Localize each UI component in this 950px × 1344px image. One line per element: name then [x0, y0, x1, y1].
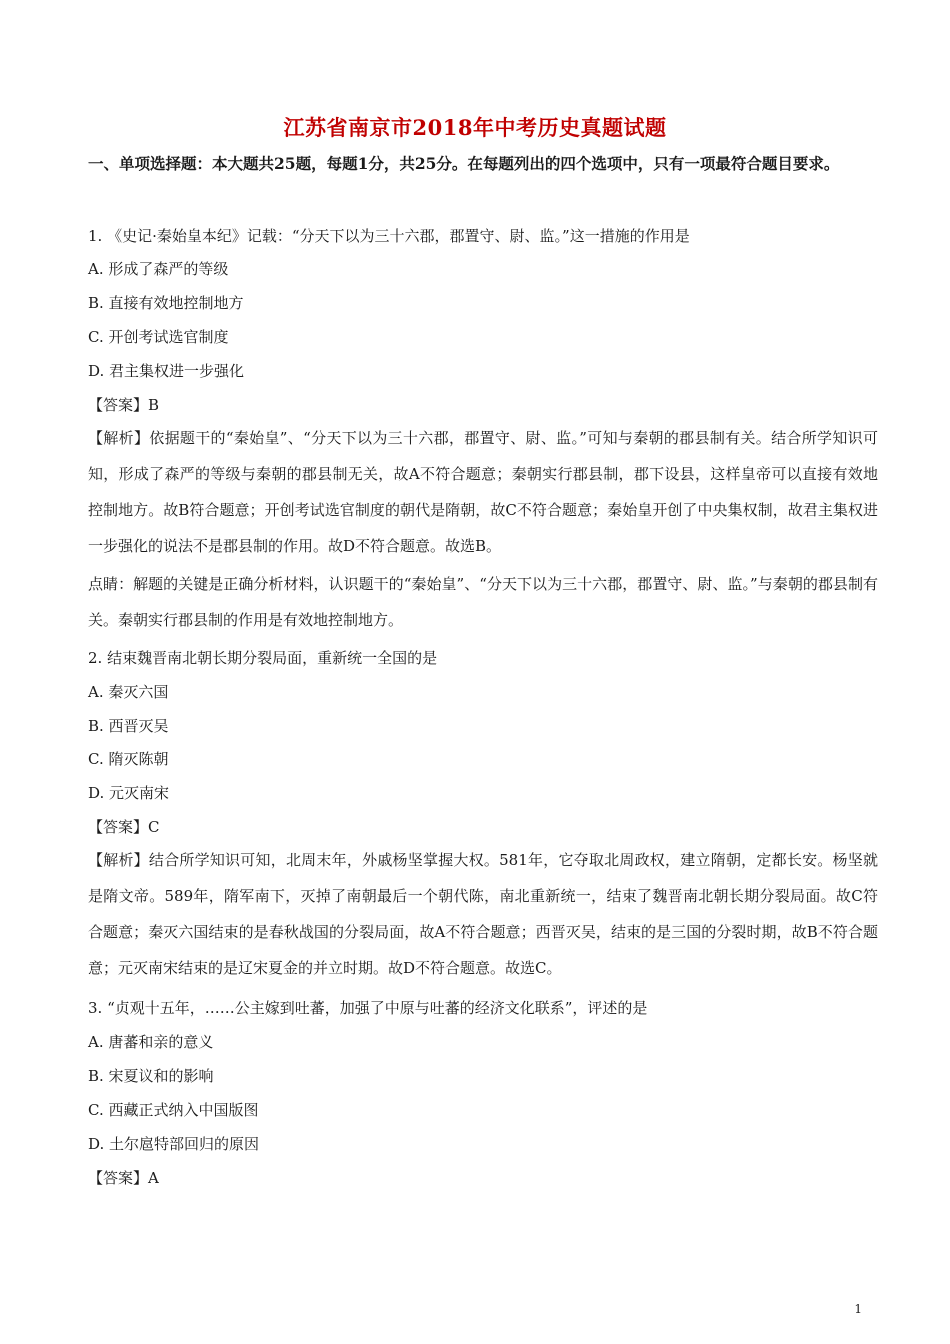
question-3-option-d: D. 土尔扈特部回归的原因 [88, 1135, 260, 1153]
question-2-analysis: 【解析】结合所学知识可知，北周末年，外戚杨坚掌握大权。581年，它夺取北周政权，建立隋朝，定都长安。杨坚就是隋文帝。589年，隋军南下，灭掉了南朝最后一个朝代陈，南北重新统一，结束了魏晋南北朝长期分裂局面。故C符合题意；秦灭六国结束的是春秋战国的分裂局面，故A不符合题意；西晋灭吴，结束的是三国的分裂时期，故B不符合题意；元灭南宋结束的是辽宋夏金的并立时期。故D不符合题意。故选C。 [88, 851, 878, 977]
question-2-option-d: D. 元灭南宋 [88, 784, 170, 802]
question-2-option-b: B. 西晋灭吴 [88, 717, 169, 735]
question-3-stem: 3. “贞观十五年，……公主嫁到吐蕃，加强了中原与吐蕃的经济文化联系”，评述的是 [88, 999, 648, 1017]
page-number: 1 [854, 1302, 862, 1316]
question-1-option-d: D. 君主集权进一步强化 [88, 362, 245, 380]
question-1-answer: 【答案】B [88, 396, 160, 414]
page-title: 江苏省南京市2018年中考历史真题试题 [283, 115, 667, 140]
section-heading: 一、单项选择题：本大题共25题，每题1分，共25分。在每题列出的四个选项中，只有一项最符合题目要求。 [88, 154, 840, 173]
question-3-option-a: A. 唐蕃和亲的意义 [88, 1033, 214, 1051]
question-2-option-a: A. 秦灭六国 [88, 683, 169, 701]
question-2-answer: 【答案】C [88, 818, 160, 836]
question-1-option-c: C. 开创考试选官制度 [88, 328, 229, 346]
question-3-answer: 【答案】A [88, 1169, 159, 1187]
question-2-option-c: C. 隋灭陈朝 [88, 750, 169, 768]
question-2-stem: 2. 结束魏晋南北朝长期分裂局面，重新统一全国的是 [88, 649, 438, 667]
question-3-option-b: B. 宋夏议和的影响 [88, 1067, 214, 1085]
question-1-option-b: B. 直接有效地控制地方 [88, 294, 244, 312]
question-1-tip: 点睛：解题的关键是正确分析材料，认识题干的“秦始皇”、“分天下以为三十六郡，郡置守、尉、监。”与秦朝的郡县制有关。秦朝实行郡县制的作用是有效地控制地方。 [88, 575, 878, 629]
question-1-stem: 1. 《史记·秦始皇本纪》记载：“分天下以为三十六郡，郡置守、尉、监。”这一措施的作用是 [88, 227, 690, 245]
question-1-analysis: 【解析】依据题干的“秦始皇”、“分天下以为三十六郡，郡置守、尉、监。”可知与秦朝的郡县制有关。结合所学知识可知，形成了森严的等级与秦朝的郡县制无关，故A不符合题意；秦朝实行郡县制，郡下设县，这样皇帝可以直接有效地控制地方。故B符合题意；开创考试选官制度的朝代是隋朝，故C不符合题意；秦始皇开创了中央集权制，故君主集权进一步强化的说法不是郡县制的作用。故D不符合题意。故选B。 [88, 429, 878, 555]
question-3-option-c: C. 西藏正式纳入中国版图 [88, 1101, 259, 1119]
question-1-option-a: A. 形成了森严的等级 [88, 260, 229, 278]
